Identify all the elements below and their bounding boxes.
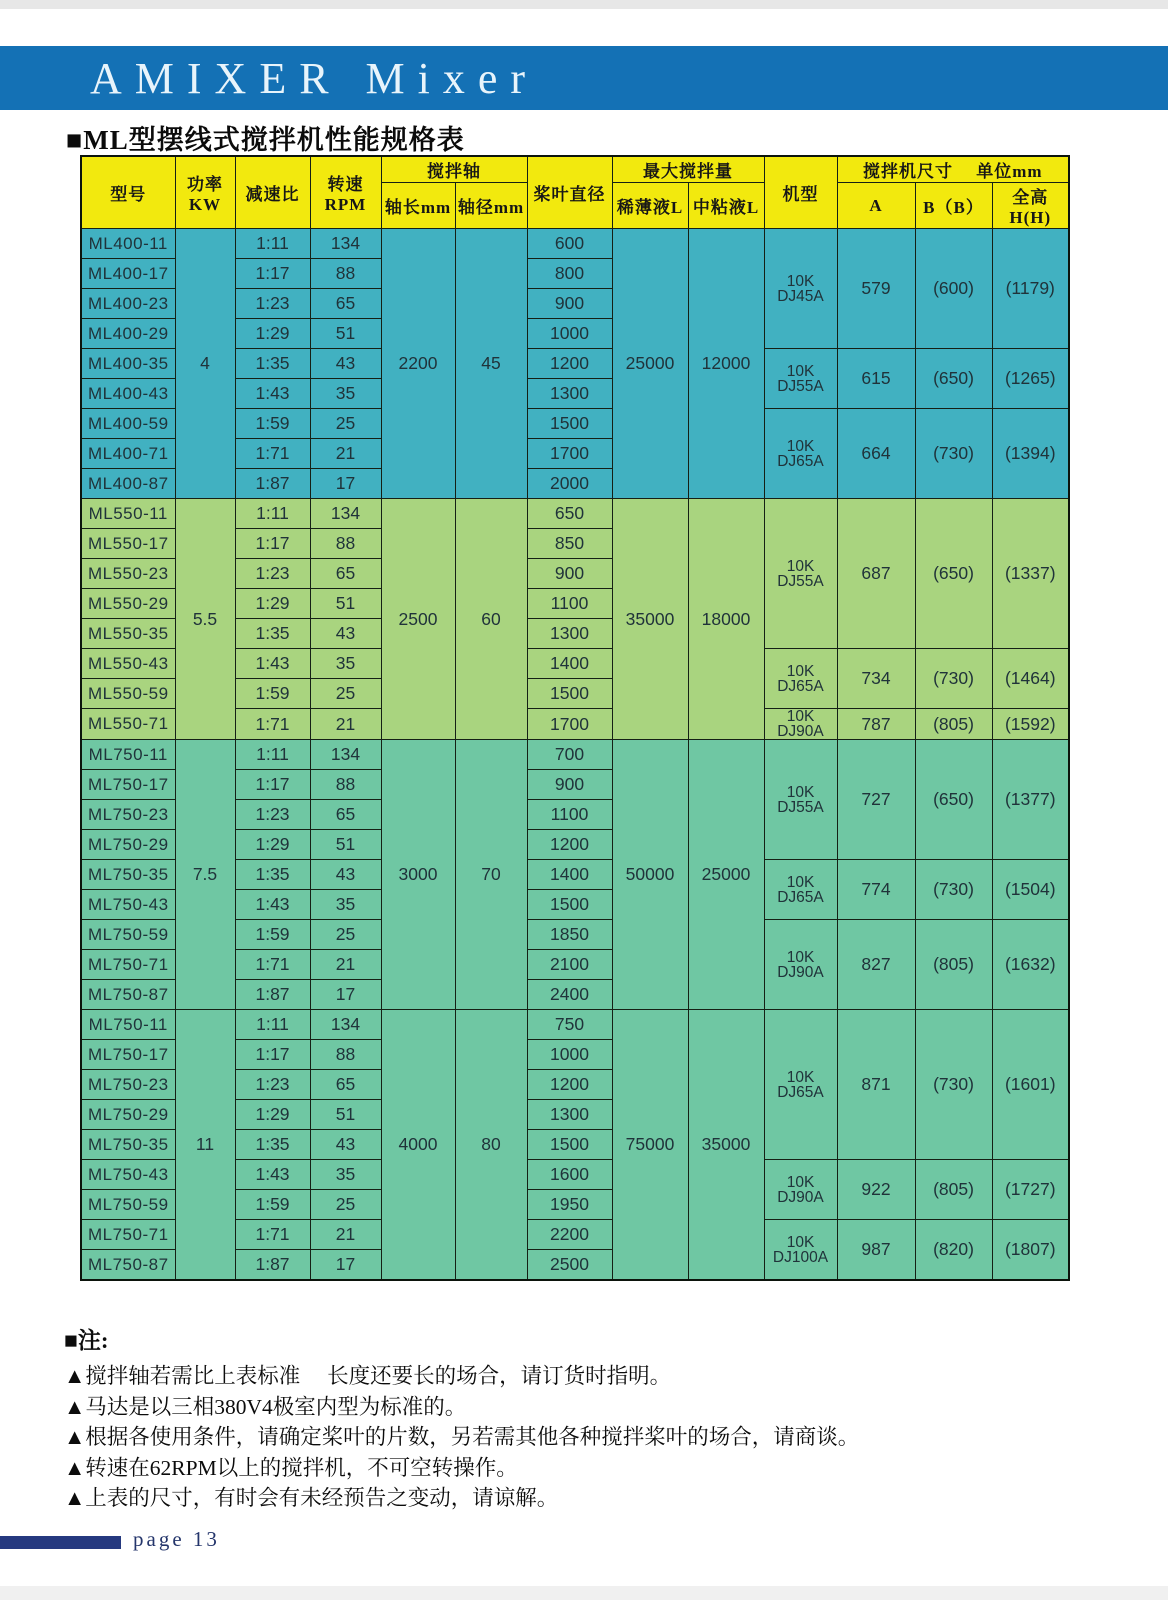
cell-ratio: 1:43	[235, 649, 310, 679]
cell-model: ML400-29	[81, 319, 175, 349]
spec-table-head	[81, 156, 1069, 229]
cell-medium-liquid: 18000	[688, 499, 764, 740]
cell-medium-liquid: 25000	[688, 740, 764, 1010]
cell-ratio: 1:35	[235, 619, 310, 649]
cell-medium-liquid: 35000	[688, 1010, 764, 1281]
cell-dim-a: 987	[837, 1220, 915, 1281]
cell-rpm: 17	[310, 1250, 381, 1281]
cell-dim-a: 687	[837, 499, 915, 649]
machine-series-label: 10K	[786, 1068, 815, 1086]
cell-thin-liquid: 50000	[612, 740, 688, 1010]
brand-banner	[0, 46, 1168, 110]
col-header-rpm: 转速RPM	[310, 156, 381, 229]
note-item: ▲搅拌轴若需比上表标准 长度还要长的场合，请订货时指明。	[64, 1364, 672, 1388]
cell-shaft-length: 2200	[381, 229, 455, 499]
cell-rpm: 51	[310, 830, 381, 860]
cell-ratio: 1:59	[235, 920, 310, 950]
cell-dim-b: (730)	[915, 1010, 992, 1160]
cell-dim-b: (805)	[915, 1160, 992, 1220]
cell-ratio: 1:17	[235, 259, 310, 289]
cell-rpm: 25	[310, 920, 381, 950]
spec-table-body	[81, 229, 1069, 1281]
note-item: ▲转速在62RPM以上的搅拌机，不可空转操作。	[64, 1455, 518, 1480]
cell-ratio: 1:71	[235, 439, 310, 469]
cell-rpm: 21	[310, 439, 381, 469]
cell-dim-h: (1632)	[992, 920, 1069, 1010]
cell-thin-liquid: 25000	[612, 229, 688, 499]
note-item: ▲马达是以三相380V4极室内型为标准的。	[64, 1394, 467, 1419]
cell-rpm: 134	[310, 499, 381, 529]
col-header-shaft-group: 搅拌轴	[381, 156, 527, 183]
cell-power: 4	[175, 229, 235, 499]
cell-dim-h: (1601)	[992, 1010, 1069, 1160]
col-header-shaft-diameter: 轴径mm	[455, 183, 527, 229]
cell-model: ML550-35	[81, 619, 175, 649]
cell-dim-h: (1394)	[992, 409, 1069, 499]
cell-rpm: 35	[310, 649, 381, 679]
cell-blade-diameter: 2100	[527, 950, 612, 980]
page-number: page 13	[133, 1527, 220, 1551]
overall-height-label-cn: 全高	[1012, 188, 1049, 207]
cell-blade-diameter: 1000	[527, 319, 612, 349]
cell-blade-diameter: 1100	[527, 589, 612, 619]
cell-ratio: 1:71	[235, 1220, 310, 1250]
cell-dim-b: (650)	[915, 499, 992, 649]
machine-series-label: 10K	[786, 783, 815, 801]
cell-blade-diameter: 1500	[527, 409, 612, 439]
cell-rpm: 65	[310, 289, 381, 319]
machine-model-label: DJ65A	[777, 677, 824, 695]
cell-ratio: 1:87	[235, 469, 310, 499]
col-header-thin-liquid: 稀薄液L	[612, 183, 688, 229]
cell-model: ML750-11	[81, 1010, 175, 1040]
cell-dim-h: (1504)	[992, 860, 1069, 920]
cell-blade-diameter: 1700	[527, 709, 612, 740]
cell-rpm: 134	[310, 740, 381, 770]
cell-ratio: 1:23	[235, 1070, 310, 1100]
spec-table	[80, 155, 1070, 1281]
cell-dim-a: 664	[837, 409, 915, 499]
col-header-model: 型号	[81, 156, 175, 229]
cell-model: ML400-23	[81, 289, 175, 319]
cell-ratio: 1:59	[235, 679, 310, 709]
overall-height-label-en: H(H)	[1009, 208, 1052, 227]
cell-dim-h: (1727)	[992, 1160, 1069, 1220]
machine-model-label: DJ65A	[777, 888, 824, 906]
cell-blade-diameter: 1000	[527, 1040, 612, 1070]
cell-blade-diameter: 900	[527, 289, 612, 319]
cell-ratio: 1:35	[235, 860, 310, 890]
col-header-medium-liquid: 中粘液L	[688, 183, 764, 229]
cell-rpm: 17	[310, 980, 381, 1010]
col-header-machine-type: 机型	[764, 156, 837, 229]
cell-rpm: 17	[310, 469, 381, 499]
cell-dim-b: (650)	[915, 740, 992, 860]
machine-series-label: 10K	[786, 362, 815, 380]
cell-model: ML550-23	[81, 559, 175, 589]
cell-dim-a: 615	[837, 349, 915, 409]
cell-model: ML550-29	[81, 589, 175, 619]
machine-model-label: DJ55A	[777, 572, 824, 590]
cell-rpm: 35	[310, 890, 381, 920]
cell-ratio: 1:35	[235, 1130, 310, 1160]
cell-blade-diameter: 1950	[527, 1190, 612, 1220]
cell-shaft-length: 2500	[381, 499, 455, 740]
col-header-capacity-group: 最大搅拌量	[612, 156, 764, 183]
cell-model: ML750-87	[81, 980, 175, 1010]
cell-machine-type	[764, 1160, 837, 1220]
cell-shaft-diameter: 60	[455, 499, 527, 740]
cell-model: ML550-17	[81, 529, 175, 559]
cell-machine-type	[764, 920, 837, 1010]
cell-model: ML750-87	[81, 1250, 175, 1281]
cell-dim-b: (805)	[915, 920, 992, 1010]
cell-rpm: 21	[310, 1220, 381, 1250]
cell-blade-diameter: 900	[527, 770, 612, 800]
cell-blade-diameter: 850	[527, 529, 612, 559]
machine-model-label: DJ90A	[777, 723, 824, 740]
cell-dim-a: 787	[837, 709, 915, 740]
machine-model-label: DJ55A	[777, 798, 824, 816]
machine-series-label: 10K	[786, 557, 815, 575]
cell-blade-diameter: 750	[527, 1010, 612, 1040]
cell-dim-a: 922	[837, 1160, 915, 1220]
cell-thin-liquid: 35000	[612, 499, 688, 740]
notes-section	[64, 1322, 859, 1514]
cell-power: 11	[175, 1010, 235, 1281]
col-header-overall-height	[992, 183, 1069, 229]
cell-machine-type	[764, 649, 837, 709]
cell-blade-diameter: 700	[527, 740, 612, 770]
cell-shaft-diameter: 45	[455, 229, 527, 499]
cell-blade-diameter: 1500	[527, 890, 612, 920]
cell-model: ML400-17	[81, 259, 175, 289]
machine-series-label: 10K	[786, 948, 815, 966]
cell-model: ML550-71	[81, 709, 175, 740]
cell-machine-type	[764, 409, 837, 499]
cell-blade-diameter: 1200	[527, 830, 612, 860]
cell-model: ML550-43	[81, 649, 175, 679]
cell-dim-a: 871	[837, 1010, 915, 1160]
cell-dim-h: (1265)	[992, 349, 1069, 409]
col-header-size-group: 搅拌机尺寸 单位mm	[837, 156, 1069, 183]
col-header-power: 功率KW	[175, 156, 235, 229]
cell-blade-diameter: 2000	[527, 469, 612, 499]
cell-rpm: 134	[310, 229, 381, 259]
cell-ratio: 1:23	[235, 289, 310, 319]
note-lines	[64, 1361, 859, 1514]
cell-model: ML750-11	[81, 740, 175, 770]
cell-ratio: 1:59	[235, 1190, 310, 1220]
cell-ratio: 1:29	[235, 830, 310, 860]
col-header-dim-b: B（B）	[915, 183, 992, 229]
cell-blade-diameter: 1850	[527, 920, 612, 950]
cell-ratio: 1:11	[235, 740, 310, 770]
cell-model: ML750-35	[81, 860, 175, 890]
cell-model: ML400-87	[81, 469, 175, 499]
cell-rpm: 51	[310, 319, 381, 349]
cell-rpm: 43	[310, 860, 381, 890]
cell-model: ML750-59	[81, 920, 175, 950]
cell-rpm: 88	[310, 259, 381, 289]
cell-rpm: 25	[310, 679, 381, 709]
footer-bar	[0, 1536, 121, 1549]
scan-edge-bottom	[0, 1586, 1168, 1600]
machine-series-label: 10K	[786, 272, 815, 290]
cell-dim-a: 727	[837, 740, 915, 860]
cell-model: ML400-71	[81, 439, 175, 469]
cell-model: ML750-29	[81, 830, 175, 860]
cell-blade-diameter: 900	[527, 559, 612, 589]
cell-model: ML550-11	[81, 499, 175, 529]
machine-model-label: DJ55A	[777, 377, 824, 395]
cell-dim-a: 734	[837, 649, 915, 709]
cell-ratio: 1:17	[235, 1040, 310, 1070]
cell-model: ML750-17	[81, 1040, 175, 1070]
cell-machine-type	[764, 499, 837, 649]
cell-model: ML750-59	[81, 1190, 175, 1220]
cell-rpm: 51	[310, 1100, 381, 1130]
cell-ratio: 1:23	[235, 800, 310, 830]
cell-shaft-length: 4000	[381, 1010, 455, 1281]
cell-dim-a: 774	[837, 860, 915, 920]
cell-model: ML750-17	[81, 770, 175, 800]
cell-dim-b: (650)	[915, 349, 992, 409]
cell-model: ML750-43	[81, 1160, 175, 1190]
cell-model: ML550-59	[81, 679, 175, 709]
machine-model-label: DJ90A	[777, 963, 824, 981]
cell-power: 7.5	[175, 740, 235, 1010]
cell-ratio: 1:29	[235, 319, 310, 349]
cell-blade-diameter: 1700	[527, 439, 612, 469]
col-header-shaft-length: 轴长mm	[381, 183, 455, 229]
cell-model: ML400-35	[81, 349, 175, 379]
cell-blade-diameter: 1600	[527, 1160, 612, 1190]
cell-machine-type	[764, 1220, 837, 1281]
note-item: ▲根据各使用条件，请确定桨叶的片数，另若需其他各种搅拌桨叶的场合，请商谈。	[64, 1425, 860, 1449]
cell-dim-b: (730)	[915, 649, 992, 709]
cell-blade-diameter: 1200	[527, 1070, 612, 1100]
cell-dim-h: (1179)	[992, 229, 1069, 349]
cell-ratio: 1:43	[235, 379, 310, 409]
cell-rpm: 65	[310, 559, 381, 589]
cell-ratio: 1:87	[235, 980, 310, 1010]
cell-ratio: 1:59	[235, 409, 310, 439]
cell-ratio: 1:43	[235, 890, 310, 920]
machine-series-label: 10K	[786, 437, 815, 455]
cell-thin-liquid: 75000	[612, 1010, 688, 1281]
cell-rpm: 21	[310, 709, 381, 740]
spec-row	[81, 740, 1069, 770]
cell-blade-diameter: 1300	[527, 379, 612, 409]
machine-model-label: DJ100A	[772, 1248, 829, 1266]
spec-row	[81, 1010, 1069, 1040]
cell-machine-type	[764, 229, 837, 349]
cell-machine-type	[764, 860, 837, 920]
scan-edge-top	[0, 0, 1168, 9]
cell-dim-a: 579	[837, 229, 915, 349]
cell-blade-diameter: 1500	[527, 1130, 612, 1160]
machine-series-label: 10K	[786, 1233, 815, 1251]
cell-dim-h: (1377)	[992, 740, 1069, 860]
machine-model-label: DJ65A	[777, 452, 824, 470]
notes-title: ■注:	[64, 1328, 109, 1353]
machine-model-label: DJ65A	[777, 1083, 824, 1101]
cell-ratio: 1:35	[235, 349, 310, 379]
cell-blade-diameter: 600	[527, 229, 612, 259]
cell-ratio: 1:29	[235, 1100, 310, 1130]
cell-machine-type	[764, 349, 837, 409]
cell-machine-type	[764, 740, 837, 860]
cell-rpm: 43	[310, 349, 381, 379]
cell-rpm: 88	[310, 529, 381, 559]
cell-dim-h: (1592)	[992, 709, 1069, 740]
cell-model: ML750-35	[81, 1130, 175, 1160]
col-header-dim-a: A	[837, 183, 915, 229]
spec-row	[81, 229, 1069, 259]
machine-series-label: 10K	[786, 873, 815, 891]
col-header-ratio: 减速比	[235, 156, 310, 229]
cell-model: ML400-43	[81, 379, 175, 409]
cell-ratio: 1:11	[235, 229, 310, 259]
cell-ratio: 1:29	[235, 589, 310, 619]
machine-series-label: 10K	[786, 708, 815, 725]
cell-blade-diameter: 800	[527, 259, 612, 289]
note-item: ▲上表的尺寸，有时会有未经预告之变动，请谅解。	[64, 1486, 559, 1510]
cell-rpm: 35	[310, 379, 381, 409]
cell-dim-h: (1464)	[992, 649, 1069, 709]
col-header-blade-diameter: 桨叶直径	[527, 156, 612, 229]
cell-ratio: 1:17	[235, 529, 310, 559]
cell-rpm: 88	[310, 1040, 381, 1070]
cell-ratio: 1:17	[235, 770, 310, 800]
section-title: ■ML型摆线式搅拌机性能规格表	[66, 125, 465, 155]
cell-rpm: 25	[310, 1190, 381, 1220]
cell-rpm: 65	[310, 1070, 381, 1100]
cell-blade-diameter: 1400	[527, 649, 612, 679]
cell-model: ML750-43	[81, 890, 175, 920]
cell-rpm: 35	[310, 1160, 381, 1190]
cell-dim-b: (600)	[915, 229, 992, 349]
cell-rpm: 88	[310, 770, 381, 800]
cell-shaft-length: 3000	[381, 740, 455, 1010]
cell-machine-type	[764, 709, 837, 740]
cell-model: ML750-71	[81, 950, 175, 980]
brand-title: AMIXER Mixer	[90, 53, 539, 103]
cell-blade-diameter: 650	[527, 499, 612, 529]
cell-model: ML400-11	[81, 229, 175, 259]
cell-rpm: 65	[310, 800, 381, 830]
cell-model: ML750-23	[81, 1070, 175, 1100]
machine-model-label: DJ45A	[777, 287, 824, 305]
cell-ratio: 1:23	[235, 559, 310, 589]
cell-ratio: 1:71	[235, 709, 310, 740]
cell-rpm: 43	[310, 619, 381, 649]
cell-rpm: 51	[310, 589, 381, 619]
cell-blade-diameter: 1300	[527, 619, 612, 649]
cell-shaft-diameter: 70	[455, 740, 527, 1010]
cell-dim-b: (730)	[915, 409, 992, 499]
spec-row	[81, 499, 1069, 529]
cell-blade-diameter: 1200	[527, 349, 612, 379]
machine-model-label: DJ90A	[777, 1188, 824, 1206]
cell-ratio: 1:11	[235, 1010, 310, 1040]
machine-series-label: 10K	[786, 662, 815, 680]
cell-dim-b: (730)	[915, 860, 992, 920]
cell-dim-h: (1337)	[992, 499, 1069, 649]
cell-blade-diameter: 1100	[527, 800, 612, 830]
machine-series-label: 10K	[786, 1173, 815, 1191]
cell-model: ML400-59	[81, 409, 175, 439]
cell-ratio: 1:43	[235, 1160, 310, 1190]
cell-rpm: 134	[310, 1010, 381, 1040]
cell-rpm: 25	[310, 409, 381, 439]
cell-model: ML750-71	[81, 1220, 175, 1250]
cell-model: ML750-23	[81, 800, 175, 830]
cell-rpm: 43	[310, 1130, 381, 1160]
cell-blade-diameter: 1300	[527, 1100, 612, 1130]
cell-dim-b: (820)	[915, 1220, 992, 1281]
cell-machine-type	[764, 1010, 837, 1160]
cell-blade-diameter: 2500	[527, 1250, 612, 1281]
cell-ratio: 1:71	[235, 950, 310, 980]
cell-ratio: 1:87	[235, 1250, 310, 1281]
cell-ratio: 1:11	[235, 499, 310, 529]
cell-shaft-diameter: 80	[455, 1010, 527, 1281]
cell-blade-diameter: 1400	[527, 860, 612, 890]
cell-power: 5.5	[175, 499, 235, 740]
cell-rpm: 21	[310, 950, 381, 980]
cell-blade-diameter: 2400	[527, 980, 612, 1010]
cell-blade-diameter: 2200	[527, 1220, 612, 1250]
cell-blade-diameter: 1500	[527, 679, 612, 709]
cell-medium-liquid: 12000	[688, 229, 764, 499]
cell-dim-a: 827	[837, 920, 915, 1010]
cell-dim-h: (1807)	[992, 1220, 1069, 1281]
cell-dim-b: (805)	[915, 709, 992, 740]
cell-model: ML750-29	[81, 1100, 175, 1130]
